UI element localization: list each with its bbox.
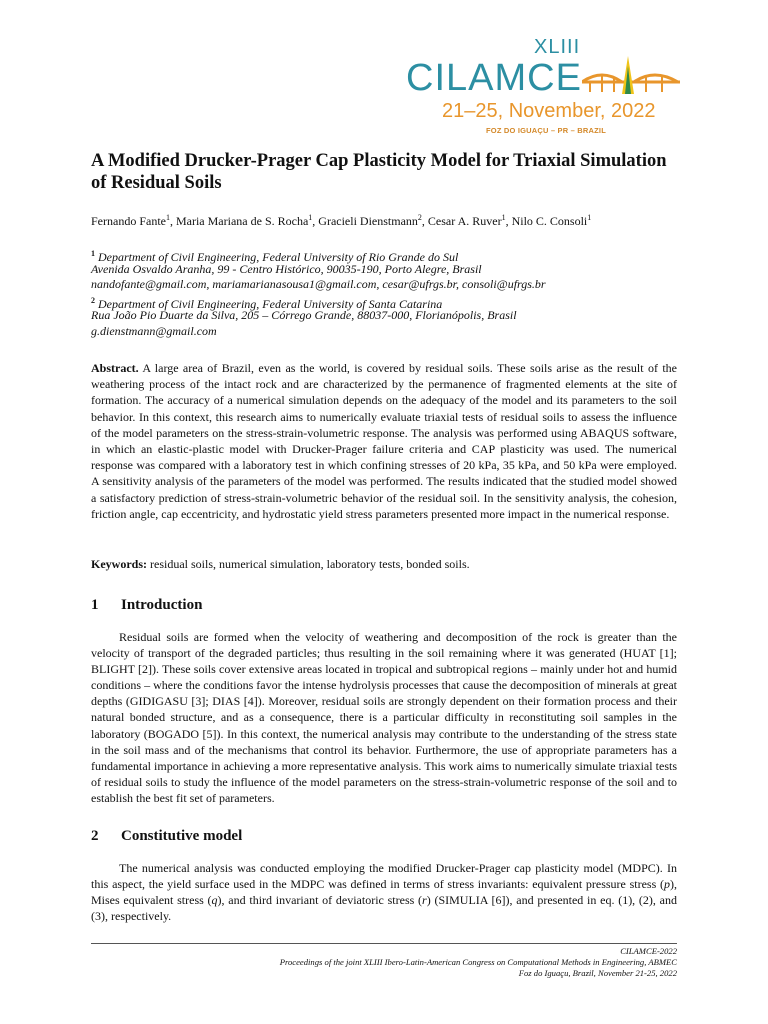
- author-affiliation-marker: 1: [587, 213, 592, 222]
- conference-logo: [400, 36, 690, 140]
- keywords-text: residual soils, numerical simulation, laboratory tests, bonded soils.: [147, 557, 470, 571]
- author-affiliation-marker: 1: [308, 213, 313, 222]
- affiliation-2-address: Rua João Pio Duarte da Silva, 205 – Córrego Grande, 88037-000, Florianópolis, Brasil: [91, 308, 517, 322]
- affiliation-1-emails: nandofante@gmail.com, mariamarianasousa1@gmail.com, cesar@ufrgs.br, consoli@ufrgs.br: [91, 277, 546, 291]
- page-footer: [280, 946, 677, 980]
- author-name: Fernando Fante: [91, 214, 166, 228]
- logo-edition: XLIII: [534, 36, 581, 58]
- affiliation-number: 1: [91, 249, 95, 258]
- affiliation-1-dept: $^1$ Department of Civil Engineering, Federal University of Rio Grande do Sul: [91, 249, 459, 264]
- abstract-label: Abstract.: [91, 361, 139, 375]
- author-name: Cesar A. Ruver: [427, 214, 502, 228]
- constitutive-model-paragraph: The numerical analysis was conducted employing the modified Drucker-Prager cap plasticity model (MDPC). In this aspect, the yield surface used in the MDPC was defined in terms of stress invariants: equivalent pressure stress (p), Mises equivalent stress (q), and third invariant of deviatoric stress (r) (SIMULIA [6]), and presented in eq. (1), (2), and (3), respectively.: [91, 861, 677, 924]
- bridge-icon: [582, 54, 682, 104]
- author-affiliation-marker: 2: [417, 213, 422, 222]
- math-p: p: [664, 877, 670, 892]
- math-r: r: [422, 893, 427, 908]
- introduction-paragraph: Residual soils are formed when the velocity of weathering and decomposition of the rock is greater than the velocity of transport of the degraded particles; thus resulting in the soil remaining where it was generated (HUAT [1]; BLIGHT [2]). These soils cover extensive areas located in tropical and subtropical regions – mainly under hot and humid conditions – where the conditions favor the intense hydrolysis processes that cause the decomposition of minerals at great depths (GIDIGASU [3]; DIAS [4]). Moreover, residual soils are strongly dependent on their formation process and their natural bonded structure, and as a consequence, there is a particular difficulty in reconstituting soil samples in the laboratory (BOGADO [5]). In this context, the numerical analysis may contribute to the understanding of the stress state in the soil mass and of the mechanisms that control its behavior. Furthermore, the use of appropriate parameters has a fundamental importance in achieving a more representative analysis. This work aims to numerically simulate triaxial tests of residual soils to study the influence of the model parameters on the stress-strain-volumetric response of the soil and to establish the best fit set of parameters.: [91, 630, 677, 805]
- author-name: Maria Mariana de S. Rocha: [175, 214, 309, 228]
- footer-conference: CILAMCE-2022: [620, 946, 677, 956]
- author-name: Gracieli Dienstmann: [318, 214, 418, 228]
- paper-title: A Modified Drucker-Prager Cap Plasticity Model for Triaxial Simulation of Residual Soils: [91, 151, 667, 193]
- section-title: Constitutive model: [121, 828, 243, 844]
- abstract-text: A large area of Brazil, even as the world, is covered by residual soils. These soils arise as the result of the weathering process of the intact rock and are characterized by the permanence of fragmented elements at the site of formation. The accuracy of a numerical simulation depends on the adequacy of the model and its parameters to the soil behavior. In this context, this research aims to numerically evaluate triaxial tests of residual soils to assess the influence of the model parameters on the stress-strain-volumetric response. The analysis was performed using ABAQUS software, in which an elastic-plastic model with Drucker-Prager failure criteria and CAP plasticity was used. The numerical response was compared with a laboratory test in which confining stresses of 20 kPa, 35 kPa, and 50 kPa were employed. A sensitivity analysis of the parameters of the model was performed. The results indicated that the studied model showed a satisfactory prediction of stress-strain-volumetric behavior of the residual soil. In the sensitivity analysis, the cohesion, friction angle, cap eccentricity, and hydrostatic yield stress parameters presented more impact in the numerical response.: [91, 361, 677, 521]
- affiliation-number: 2: [91, 295, 95, 305]
- keywords: [91, 557, 470, 572]
- footer-rule: [91, 943, 677, 944]
- author-name: Nilo C. Consoli: [511, 214, 588, 228]
- footer-proceedings: Proceedings of the joint XLIII Ibero-Latin-American Congress on Computational Methods in Engineering, ABMEC: [279, 957, 677, 968]
- author-affiliation-marker: 1: [501, 213, 506, 222]
- keywords-label: Keywords:: [91, 557, 147, 571]
- affiliation-1-address: Avenida Osvaldo Aranha, 99 - Centro Histórico, 90035-190, Porto Alegre, Brasil: [91, 261, 482, 276]
- logo-dates: 21–25, November, 2022: [442, 100, 656, 122]
- logo-place: FOZ DO IGUAÇU – PR – BRAZIL: [486, 126, 606, 135]
- section-heading-introduction: [91, 597, 202, 614]
- footer-location: Foz do Iguaçu, Brazil, November 21-25, 2022: [518, 968, 677, 979]
- author-affiliation-marker: 1: [165, 213, 170, 222]
- math-q: q: [211, 893, 218, 908]
- section-title: Introduction: [121, 597, 203, 613]
- section-heading-constitutive-model: [91, 828, 242, 845]
- section-number: 2: [91, 828, 99, 844]
- section-number: 1: [91, 597, 99, 613]
- logo-name: CILAMCE: [406, 57, 582, 99]
- abstract: [91, 360, 677, 522]
- author-list: Fernando Fante$^1$, Maria Mariana de S. Rocha$^1$, Gracieli Dienstmann$^2$, Cesar A. Ruver$^1$, Nilo C. Consoli$^1$: [91, 213, 592, 228]
- affiliation-2-dept: $^2$ Department of Civil Engineering, Federal University of Santa Catarina: [91, 295, 443, 311]
- affiliation-2-emails: g.dienstmann@gmail.com: [91, 323, 217, 338]
